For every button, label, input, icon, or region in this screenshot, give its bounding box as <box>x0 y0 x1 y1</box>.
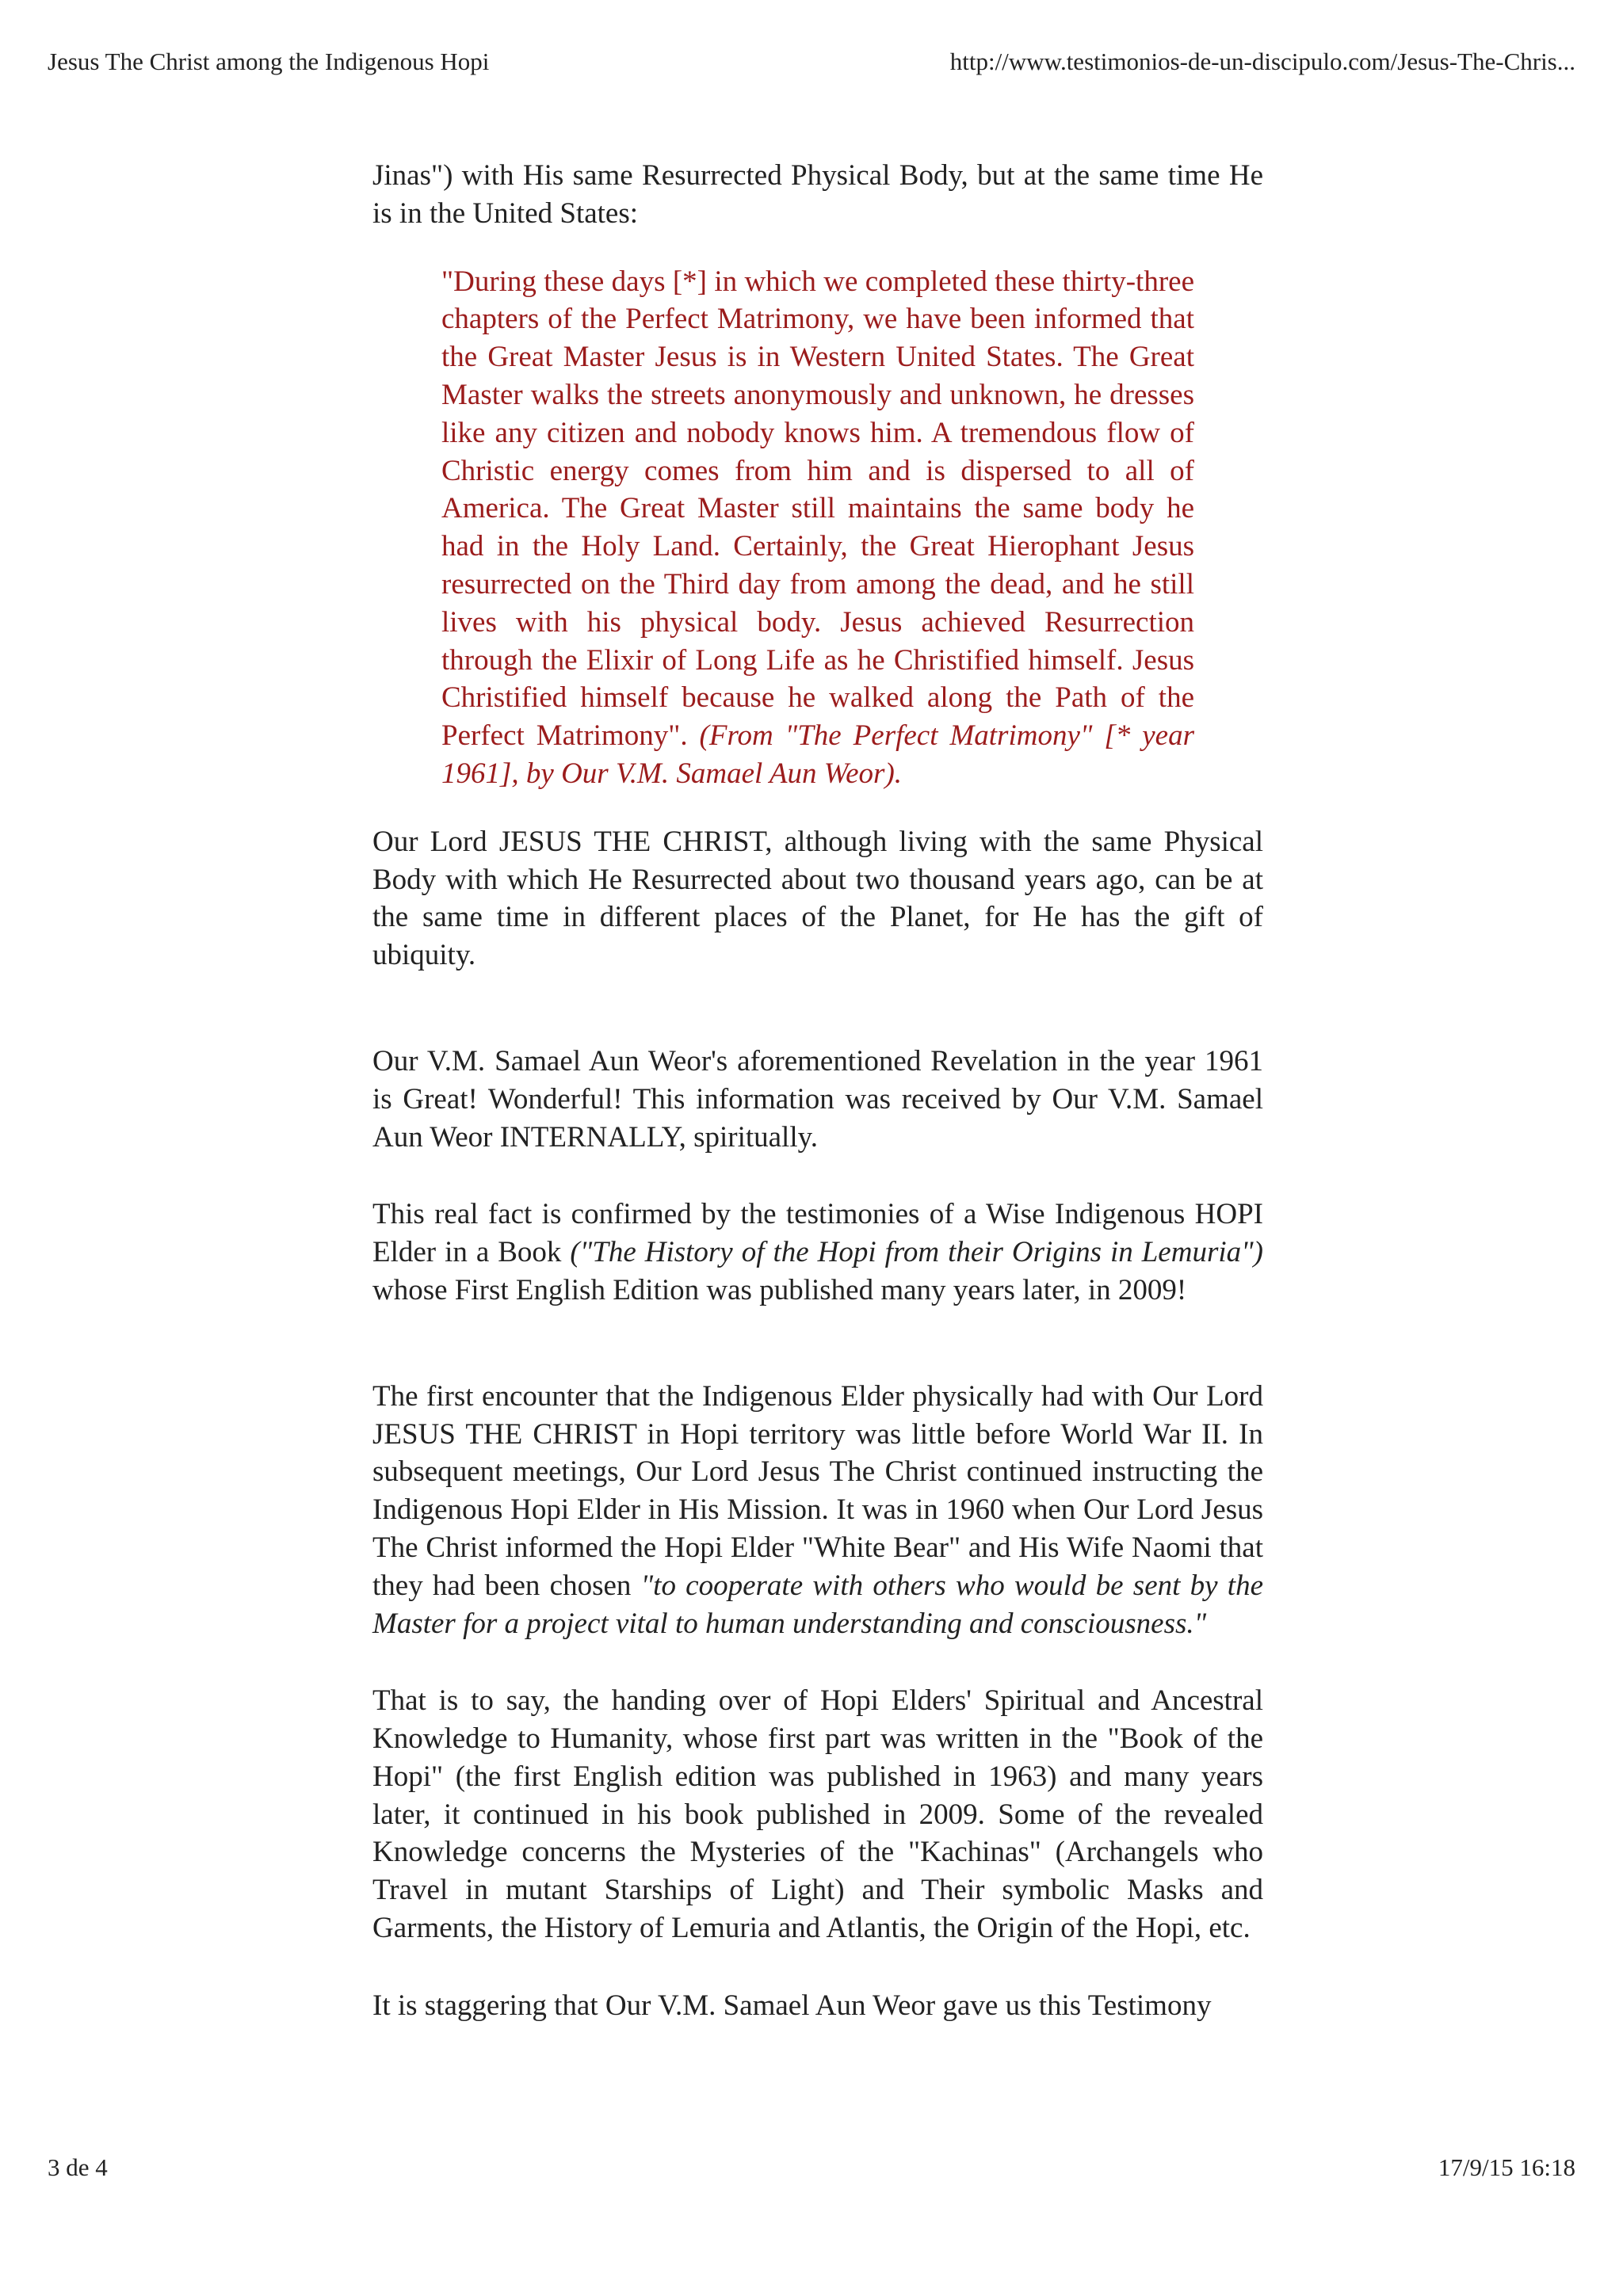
paragraph-4-text: This real fact is confirmed by the testimonies of a Wise Indigenous HOPI Elder in a Book <box>372 1198 1263 1269</box>
page-header-title: Jesus The Christ among the Indigenous Hopi <box>48 48 490 75</box>
quote-text: "During these days [*] in which we completed these thirty-three chapters of the Perfect Matrimony, we have been informed that the Great Master Jesus is in Western United States. The Great Master walks the streets anonymously and unknown, he dresses like any citizen and nobody knows him. A tremendous flow of Christic energy comes from him and is dispersed to all of America. The Great Master still maintains the same body he had in the Holy Land. Certainly, the Great Hierophant Jesus resurrected on the Third day from among the dead, and he still lives with his physical body. Jesus achieved Resurrection through the Elixir of Long Life as he Christified himself. Jesus Christified himself because he walked along the Path of the Perfect Matrimony". <box>441 265 1194 753</box>
paragraph-2: Our Lord JESUS THE CHRIST, although living with the same Physical Body with which He Resurrected about two thousand years ago, can be at the same time in different places of the Planet, for He has the gift of ubiquity. <box>372 825 1263 972</box>
paragraph-4 <box>372 1196 1263 1309</box>
paragraph-5-text: The first encounter that the Indigenous Elder physically had with Our Lord JESUS THE CHRIST in Hopi territory was little before World War II. In subsequent meetings, Our Lord Jesus The Christ continued instructing the Indigenous Hopi Elder in His Mission. It was in 1960 when Our Lord Jesus The Christ informed the Hopi Elder "White Bear" and His Wife Naomi that they had been chosen <box>372 1379 1263 1602</box>
quote-source: (From "The Perfect Matrimony" [* year 1961], by Our V.M. Samael Aun Weor). <box>441 719 1194 790</box>
article-body <box>372 157 1263 2025</box>
paragraph-3: Our V.M. Samael Aun Weor's aforementioned Revelation in the year 1961 is Great! Wonderful! This information was received by Our V.M. Samael Aun Weor INTERNALLY, spiritually. <box>372 1044 1263 1154</box>
paragraph-5-quote: "to cooperate with others who would be sent by the Master for a project vital to human understanding and consciousness." <box>372 1569 1263 1640</box>
page-number: 3 de 4 <box>48 2153 108 2181</box>
paragraph-5 <box>372 1378 1263 1643</box>
paragraph-7: It is staggering that Our V.M. Samael Aun Weor gave us this Testimony <box>372 1989 1212 2022</box>
paragraph-4-text-end: whose First English Edition was published many years later, in 2009! <box>372 1273 1187 1306</box>
book-title: ("The History of the Hopi from their Origins in Lemuria") <box>570 1236 1263 1269</box>
print-datetime: 17/9/15 16:18 <box>1438 2153 1575 2181</box>
page-header-url: http://www.testimonios-de-un-discipulo.com/Jesus-The-Chris... <box>949 48 1575 75</box>
blockquote <box>441 263 1194 793</box>
paragraph-1: Jinas") with His same Resurrected Physical Body, but at the same time He is in the United States: <box>372 159 1263 230</box>
paragraph-6: That is to say, the handing over of Hopi Elders' Spiritual and Ancestral Knowledge to Humanity, whose first part was written in the "Book of the Hopi" (the first English edition was published in 1963) and many years later, it continued in his book published in 2009. Some of the revealed Knowledge concerns the Mysteries of the "Kachinas" (Archangels who Travel in mutant Starships of Light) and Their symbolic Masks and Garments, the History of Lemuria and Atlantis, the Origin of the Hopi, etc. <box>372 1684 1263 1945</box>
